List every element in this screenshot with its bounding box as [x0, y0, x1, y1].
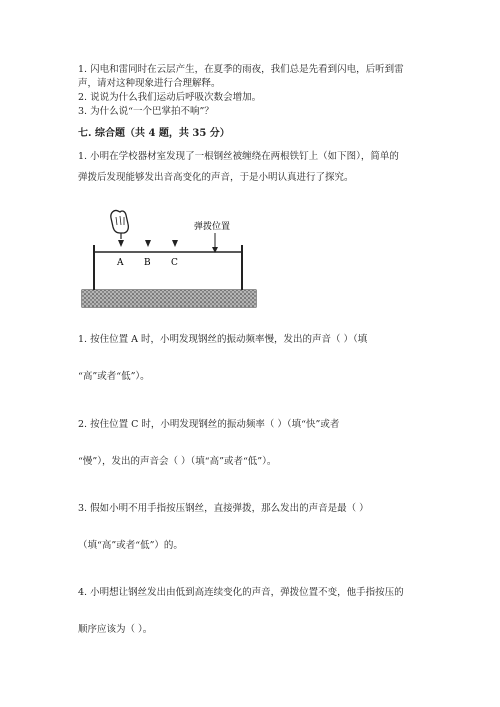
question-3-line-2: （填“高”或者“低”）的。 [78, 540, 183, 551]
question-2-line-2: “慢”），发出的声音会（ ）（填“高”或者“低”）。 [78, 456, 277, 467]
question-4-line-2: 顺序应该为（ ）。 [78, 624, 153, 635]
question-2-line-1: 2. 按住位置 C 时，小明发现钢丝的振动频率（ ）（填“快”或者 [78, 419, 340, 430]
question-1-line-1: 1. 按住位置 A 时，小明发现钢丝的振动频率慢，发出的声音（ ）（填 [78, 334, 368, 345]
arrow-b [145, 240, 151, 247]
pluck-position-label: 弹拨位置 [194, 222, 231, 232]
question-3-line-1: 3. 假如小明不用手指按压钢丝，直接弹拨，那么发出的声音是最（ ） [78, 503, 369, 514]
problem-intro-line-1: 1. 小明在学校器材室发现了一根钢丝被缠绕在两根铁钉上（如下图），简单的 [78, 151, 399, 162]
point-b-label: B [144, 258, 151, 268]
question-4-line-1: 4. 小明想让钢丝发出由低到高连续变化的声音，弹拨位置不变，他手指按压的 [78, 587, 404, 598]
problem-intro-line-2: 弹拨后发现能够发出音高变化的声音，于是小明认真进行了探究。 [78, 172, 354, 183]
point-a-label: A [117, 258, 124, 268]
arrow-c [172, 240, 178, 247]
point-c-label: C [171, 258, 178, 268]
steel-wire-figure [76, 205, 262, 311]
section-heading: 七. 综合题（共 4 题，共 35 分） [78, 128, 230, 139]
intro-question-3: 3. 为什么说“一个巴掌拍不响”？ [78, 106, 214, 117]
question-1-line-2: “高”或者“低”）。 [78, 371, 150, 382]
arrow-a [118, 240, 124, 247]
hand-pointer-icon [111, 210, 129, 239]
wood-board [82, 290, 256, 307]
intro-question-2: 2. 说说为什么我们运动后呼吸次数会增加。 [78, 92, 262, 103]
intro-question-1-line-1: 1. 闪电和雷同时在云层产生，在夏季的雨夜，我们总是先看到闪电，后听到雷 [78, 64, 404, 75]
intro-question-1-line-2: 声，请对这种现象进行合理解释。 [78, 78, 221, 89]
